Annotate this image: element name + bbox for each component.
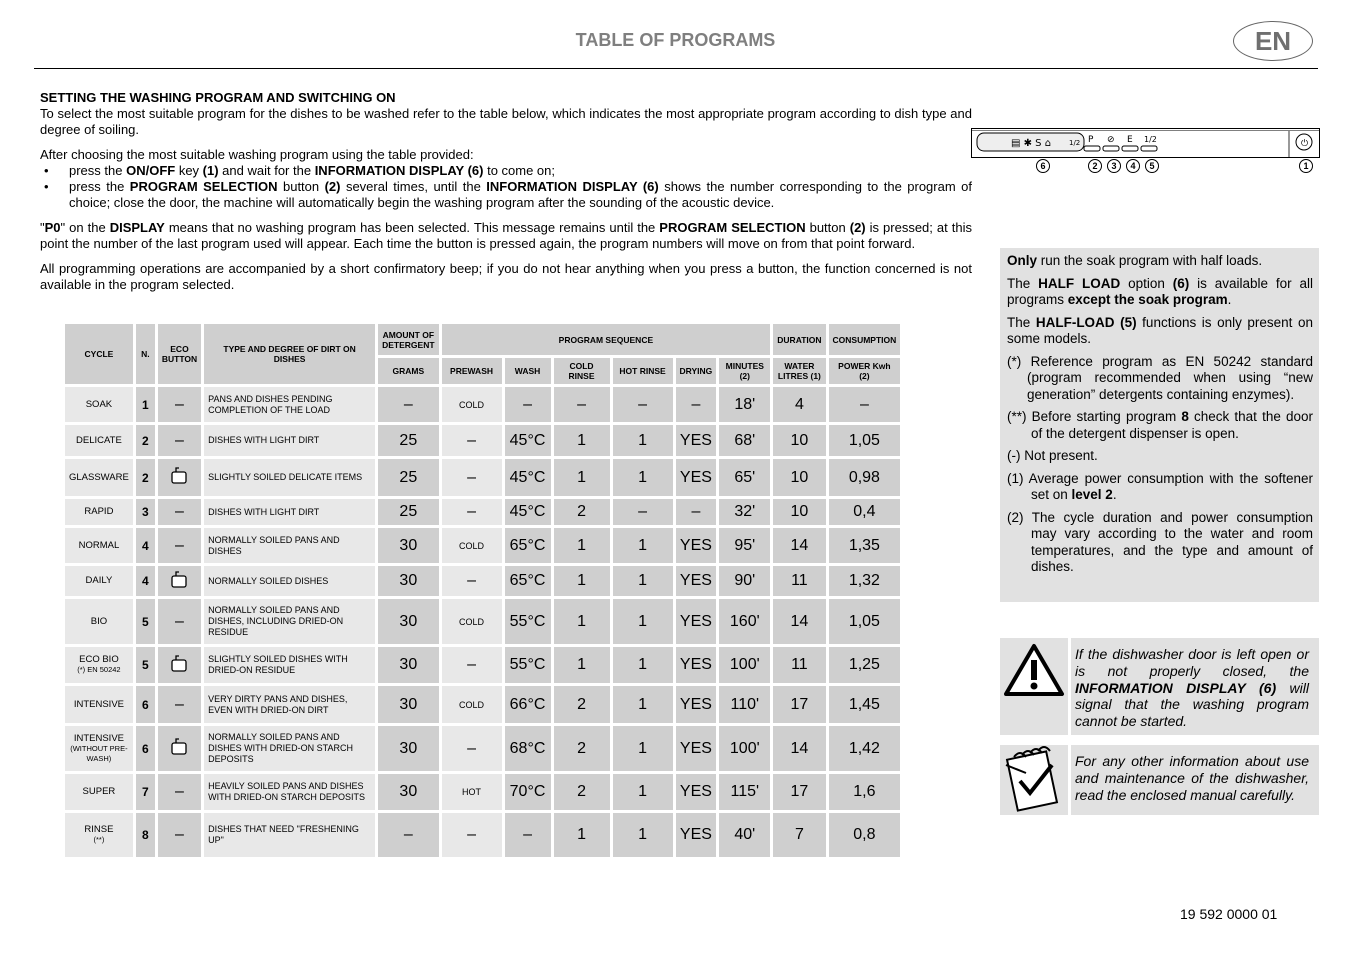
cycle-name: RINSE [84, 824, 114, 835]
svg-text:E: E [1127, 135, 1133, 145]
cycle-note: (WITHOUT PRE-WASH) [70, 743, 128, 763]
instruction-item-1: • press the ON/OFF key (1) and wait for the INFORMATION DISPLAY (6) to come on; [40, 163, 972, 179]
cell-prewash: – [442, 499, 502, 525]
cell-prewash: COLD [442, 599, 502, 644]
callout-1: 1 [1299, 159, 1313, 173]
cell-number: 2 [136, 425, 155, 456]
cell-hot-rinse: – [613, 499, 673, 525]
svg-text:P: P [1088, 135, 1094, 145]
table-row [65, 813, 900, 857]
cell-cold-rinse: 2 [554, 774, 610, 810]
cell-prewash: COLD [442, 686, 502, 723]
cell-water: 14 [773, 726, 825, 771]
header-eco-button: ECO BUTTON [158, 324, 201, 384]
cell-eco [158, 647, 201, 683]
cell-cold-rinse: 1 [554, 528, 610, 563]
cell-eco: – [158, 813, 201, 857]
cell-cycle [65, 459, 133, 496]
cell-eco: – [158, 774, 201, 810]
cell-hot-rinse: 1 [613, 566, 673, 596]
cell-minutes: 65' [719, 459, 770, 496]
cell-cycle [65, 726, 133, 771]
cell-eco: – [158, 499, 201, 525]
cell-cold-rinse: 2 [554, 726, 610, 771]
cycle-name: RAPID [84, 506, 114, 517]
cell-eco [158, 726, 201, 771]
header-amount: AMOUNT OF DETERGENT [378, 324, 438, 355]
cell-type: NORMALLY SOILED PANS AND DISHES [204, 528, 375, 563]
cell-drying: – [676, 499, 717, 525]
cell-water: 14 [773, 528, 825, 563]
cell-prewash: – [442, 726, 502, 771]
program-table [62, 321, 903, 860]
cell-power: 1,45 [829, 686, 901, 723]
cell-hot-rinse: 1 [613, 813, 673, 857]
table-row [65, 528, 900, 563]
eco-button-icon [170, 570, 188, 588]
cell-prewash: COLD [442, 528, 502, 563]
cycle-name: GLASSWARE [69, 471, 129, 483]
cell-prewash: – [442, 813, 502, 857]
cell-type: NORMALLY SOILED PANS AND DISHES WITH DRIED-ON STARCH DEPOSITS [204, 726, 375, 771]
cell-prewash: HOT [442, 774, 502, 810]
cell-minutes: 90' [719, 566, 770, 596]
cell-wash: – [505, 387, 551, 422]
cell-number: 6 [136, 686, 155, 723]
note-reference-program: (*) Reference program as EN 50242 standard (program recommended when using “new generation” detergents containing enzymes). [1007, 353, 1313, 402]
cell-number: 6 [136, 726, 155, 771]
cell-power: 0,98 [829, 459, 901, 496]
cell-cycle [65, 813, 133, 857]
cycle-name: ECO BIO [79, 654, 119, 665]
cell-number: 5 [136, 647, 155, 683]
header-cold-rinse: COLD RINSE [554, 358, 610, 384]
cell-hot-rinse: 1 [613, 726, 673, 771]
table-row [65, 387, 900, 422]
note-power-consumption: (1) Average power consumption with the softener set on level 2. [1007, 470, 1313, 502]
table-row [65, 566, 900, 596]
cell-hot-rinse: – [613, 387, 673, 422]
cell-water: 10 [773, 459, 825, 496]
cell-grams: – [378, 387, 438, 422]
manual-notebook-icon [1000, 745, 1068, 815]
cell-minutes: 100' [719, 647, 770, 683]
cell-water: 11 [773, 566, 825, 596]
header-cycle: CYCLE [65, 324, 133, 384]
cell-number: 4 [136, 566, 155, 596]
cell-eco: – [158, 599, 201, 644]
cell-grams: 30 [378, 647, 438, 683]
control-panel-illustration [971, 128, 1320, 158]
note-soak: Only run the soak program with half loads. [1007, 253, 1263, 268]
svg-text:⏻: ⏻ [1301, 139, 1309, 149]
intro-paragraph-1: To select the most suitable program for the dishes to be washed refer to the table below, which indicates the most appropriate program according to dish type and degree of soiling. [40, 106, 972, 137]
svg-text:1/2: 1/2 [1069, 139, 1081, 147]
cell-minutes: 100' [719, 726, 770, 771]
table-row [65, 499, 900, 525]
table-row [65, 599, 900, 644]
warning-message: If the dishwasher door is left open or is not properly closed, the INFORMATION DISPLAY (6) will signal that the washing program cannot be started. [1075, 646, 1309, 730]
cell-power: 1,05 [829, 599, 901, 644]
cell-power: 0,4 [829, 499, 901, 525]
cell-type: NORMALLY SOILED DISHES [204, 566, 375, 596]
note-cycle-duration: (2) The cycle duration and power consumption may vary according to the water and room temperatures, and the type and amount of dishes. [1007, 509, 1313, 574]
cell-grams: 25 [378, 499, 438, 525]
cell-hot-rinse: 1 [613, 686, 673, 723]
document-code: 19 592 0000 01 [1180, 906, 1278, 922]
cell-eco [158, 566, 201, 596]
cell-wash: 45°C [505, 425, 551, 456]
cycle-name: DELICATE [76, 434, 122, 446]
cell-minutes: 32' [719, 499, 770, 525]
cell-type: PANS AND DISHES PENDING COMPLETION OF THE LOAD [204, 387, 375, 422]
cell-minutes: 110' [719, 686, 770, 723]
table-row [65, 726, 900, 771]
cell-drying: YES [676, 726, 717, 771]
cell-wash: 68°C [505, 726, 551, 771]
cell-cycle [65, 387, 133, 422]
cell-cold-rinse: 1 [554, 566, 610, 596]
cell-cycle [65, 599, 133, 644]
cell-power: 1,05 [829, 425, 901, 456]
info-icon-cell [1000, 745, 1068, 815]
info-text-cell [1071, 745, 1319, 815]
notes-box [1000, 248, 1319, 602]
cell-hot-rinse: 1 [613, 599, 673, 644]
cell-power: 1,42 [829, 726, 901, 771]
cell-wash: 70°C [505, 774, 551, 810]
cell-water: 7 [773, 813, 825, 857]
cell-drying: YES [676, 528, 717, 563]
cell-drying: – [676, 387, 717, 422]
cell-drying: YES [676, 774, 717, 810]
cell-hot-rinse: 1 [613, 425, 673, 456]
cycle-note: (*) EN 50242 [77, 665, 121, 674]
cell-grams: 25 [378, 425, 438, 456]
cycle-name: SUPER [82, 786, 116, 797]
note-rinse: (**) Before starting program 8 check that the door of the detergent dispenser is open. [1007, 409, 1313, 441]
intro-paragraph-3: "P0" on the DISPLAY means that no washing program has been selected. This message remains until the PROGRAM SELECTION button (2) is pressed; at this point the number of the last program used will appear. Each time the button is pressed again, the program numbers will move on from that point forward. [40, 220, 972, 251]
table-row [65, 425, 900, 456]
table-row [65, 686, 900, 723]
cell-hot-rinse: 1 [613, 647, 673, 683]
cycle-name: INTENSIVE [73, 698, 124, 710]
instruction-item-2: • press the PROGRAM SELECTION button (2) several times, until the INFORMATION DISPLAY (6) shows the number corresponding to the program of choice; close the door, the machine will automatically begin the washing program after the sounding of the acoustic device. [40, 179, 972, 211]
cell-grams: 30 [378, 566, 438, 596]
cell-grams: 30 [378, 599, 438, 644]
cell-grams: 30 [378, 774, 438, 810]
cell-power: 1,32 [829, 566, 901, 596]
cell-type: HEAVILY SOILED PANS AND DISHES WITH DRIED-ON STARCH DEPOSITS [204, 774, 375, 810]
cell-cold-rinse: 2 [554, 499, 610, 525]
cycle-name: SOAK [85, 398, 113, 410]
cell-water: 17 [773, 686, 825, 723]
header-prewash: PREWASH [442, 358, 502, 384]
cell-drying: YES [676, 425, 717, 456]
header-drying: DRYING [676, 358, 717, 384]
cell-water: 10 [773, 499, 825, 525]
table-row [65, 647, 900, 683]
cycle-name: BIO [90, 615, 108, 627]
header-type: TYPE AND DEGREE OF DIRT ON DISHES [204, 324, 375, 384]
cell-wash: 45°C [505, 459, 551, 496]
cell-grams: 30 [378, 686, 438, 723]
table-row [65, 774, 900, 810]
cell-prewash: – [442, 647, 502, 683]
cell-drying: YES [676, 566, 717, 596]
cell-number: 3 [136, 499, 155, 525]
header-water: WATER LITRES (1) [773, 358, 825, 384]
cell-prewash: – [442, 459, 502, 496]
cell-drying: YES [676, 813, 717, 857]
panel-callouts [971, 159, 1320, 175]
cell-hot-rinse: 1 [613, 528, 673, 563]
cell-power: 0,8 [829, 813, 901, 857]
cell-cold-rinse: – [554, 387, 610, 422]
eco-button-icon [170, 737, 188, 755]
intro-section [40, 90, 972, 302]
header-duration: DURATION [773, 324, 825, 355]
svg-text:▤ ✱ S ⌂: ▤ ✱ S ⌂ [1011, 138, 1052, 149]
header-grams: GRAMS [378, 358, 438, 384]
program-rows [65, 387, 900, 857]
eco-button-icon [170, 466, 188, 484]
intro-paragraph-4: All programming operations are accompanied by a short confirmatory beep; if you do not hear anything when you press a button, the function concerned is not available in the program selected. [40, 261, 972, 292]
cell-cycle [65, 566, 133, 596]
header-wash: WASH [505, 358, 551, 384]
cell-drying: YES [676, 647, 717, 683]
header-minutes: MINUTES (2) [719, 358, 770, 384]
cycle-name: DAILY [85, 575, 113, 586]
cell-number: 4 [136, 528, 155, 563]
cell-cycle [65, 425, 133, 456]
cell-grams: 25 [378, 459, 438, 496]
cell-power: – [829, 387, 901, 422]
note-not-present: (-) Not present. [1007, 448, 1098, 463]
warning-icon-cell [1000, 638, 1068, 735]
cell-type: VERY DIRTY PANS AND DISHES, EVEN WITH DRIED-ON DIRT [204, 686, 375, 723]
page-title: TABLE OF PROGRAMS [575, 30, 776, 50]
cell-drying: YES [676, 686, 717, 723]
cell-eco: – [158, 528, 201, 563]
cell-drying: YES [676, 459, 717, 496]
cell-cold-rinse: 1 [554, 599, 610, 644]
header-program-sequence: PROGRAM SEQUENCE [442, 324, 771, 355]
note-half-load: The HALF LOAD option (6) is available for all programs except the soak program. [1007, 275, 1313, 307]
cell-water: 17 [773, 774, 825, 810]
cell-grams: 30 [378, 528, 438, 563]
cell-water: 4 [773, 387, 825, 422]
cell-prewash: COLD [442, 387, 502, 422]
cell-wash: 65°C [505, 566, 551, 596]
header-hot-rinse: HOT RINSE [613, 358, 673, 384]
cell-number: 7 [136, 774, 155, 810]
cell-water: 14 [773, 599, 825, 644]
callout-3: 3 [1107, 159, 1121, 173]
cell-cold-rinse: 1 [554, 425, 610, 456]
cell-number: 5 [136, 599, 155, 644]
cell-minutes: 95' [719, 528, 770, 563]
cell-grams: 30 [378, 726, 438, 771]
table-row [65, 459, 900, 496]
svg-text:1/2: 1/2 [1144, 135, 1157, 144]
cell-cycle [65, 528, 133, 563]
cell-cold-rinse: 1 [554, 459, 610, 496]
cell-minutes: 18' [719, 387, 770, 422]
cell-water: 11 [773, 647, 825, 683]
callout-5: 5 [1145, 159, 1159, 173]
callout-4: 4 [1126, 159, 1140, 173]
cycle-name: NORMAL [78, 539, 120, 551]
cycle-name: INTENSIVE [73, 732, 124, 744]
cell-cycle [65, 499, 133, 525]
header-power: POWER Kwh (2) [829, 358, 901, 384]
cell-power: 1,25 [829, 647, 901, 683]
cell-hot-rinse: 1 [613, 459, 673, 496]
cell-eco: – [158, 686, 201, 723]
cell-water: 10 [773, 425, 825, 456]
cell-cycle [65, 774, 133, 810]
cell-cold-rinse: 1 [554, 813, 610, 857]
language-badge: EN [1233, 21, 1313, 61]
cell-prewash: – [442, 566, 502, 596]
cell-wash: 55°C [505, 647, 551, 683]
cell-type: DISHES THAT NEED "FRESHENING UP" [204, 813, 375, 857]
cell-hot-rinse: 1 [613, 774, 673, 810]
callout-6: 6 [1036, 159, 1050, 173]
cell-cold-rinse: 2 [554, 686, 610, 723]
cell-minutes: 115' [719, 774, 770, 810]
cell-minutes: 160' [719, 599, 770, 644]
cell-grams: – [378, 813, 438, 857]
header-rule [34, 68, 1318, 69]
callout-2: 2 [1088, 159, 1102, 173]
cell-wash: 66°C [505, 686, 551, 723]
cell-type: SLIGHTLY SOILED DELICATE ITEMS [204, 459, 375, 496]
cell-type: DISHES WITH LIGHT DIRT [204, 499, 375, 525]
eco-button-icon [170, 654, 188, 672]
instruction-list [40, 163, 972, 211]
cell-minutes: 68' [719, 425, 770, 456]
warning-icon [1000, 638, 1068, 735]
cell-power: 1,35 [829, 528, 901, 563]
cell-cycle [65, 686, 133, 723]
cell-number: 8 [136, 813, 155, 857]
cell-wash: 45°C [505, 499, 551, 525]
section-heading: SETTING THE WASHING PROGRAM AND SWITCHING ON [40, 90, 396, 105]
cell-number: 2 [136, 459, 155, 496]
cell-type: NORMALLY SOILED PANS AND DISHES, INCLUDING DRIED-ON RESIDUE [204, 599, 375, 644]
cell-cold-rinse: 1 [554, 647, 610, 683]
intro-paragraph-2: After choosing the most suitable washing program using the table provided: [40, 147, 474, 162]
cell-drying: YES [676, 599, 717, 644]
cell-minutes: 40' [719, 813, 770, 857]
cell-cycle [65, 647, 133, 683]
cell-number: 1 [136, 387, 155, 422]
warning-text-cell [1071, 638, 1319, 735]
cell-power: 1,6 [829, 774, 901, 810]
svg-text:⊘: ⊘ [1107, 135, 1115, 145]
cell-wash: – [505, 813, 551, 857]
cycle-note: (**) [93, 835, 105, 844]
cell-eco: – [158, 425, 201, 456]
header-consumption: CONSUMPTION [829, 324, 901, 355]
cell-prewash: – [442, 425, 502, 456]
header-number: N. [136, 324, 155, 384]
cell-type: DISHES WITH LIGHT DIRT [204, 425, 375, 456]
info-message: For any other information about use and maintenance of the dishwasher, read the enclosed manual carefully. [1075, 753, 1309, 803]
cell-wash: 55°C [505, 599, 551, 644]
cell-wash: 65°C [505, 528, 551, 563]
cell-type: SLIGHTLY SOILED DISHES WITH DRIED-ON RESIDUE [204, 647, 375, 683]
cell-eco: – [158, 387, 201, 422]
cell-eco [158, 459, 201, 496]
note-half-load-models: The HALF-LOAD (5) functions is only present on some models. [1007, 314, 1313, 346]
